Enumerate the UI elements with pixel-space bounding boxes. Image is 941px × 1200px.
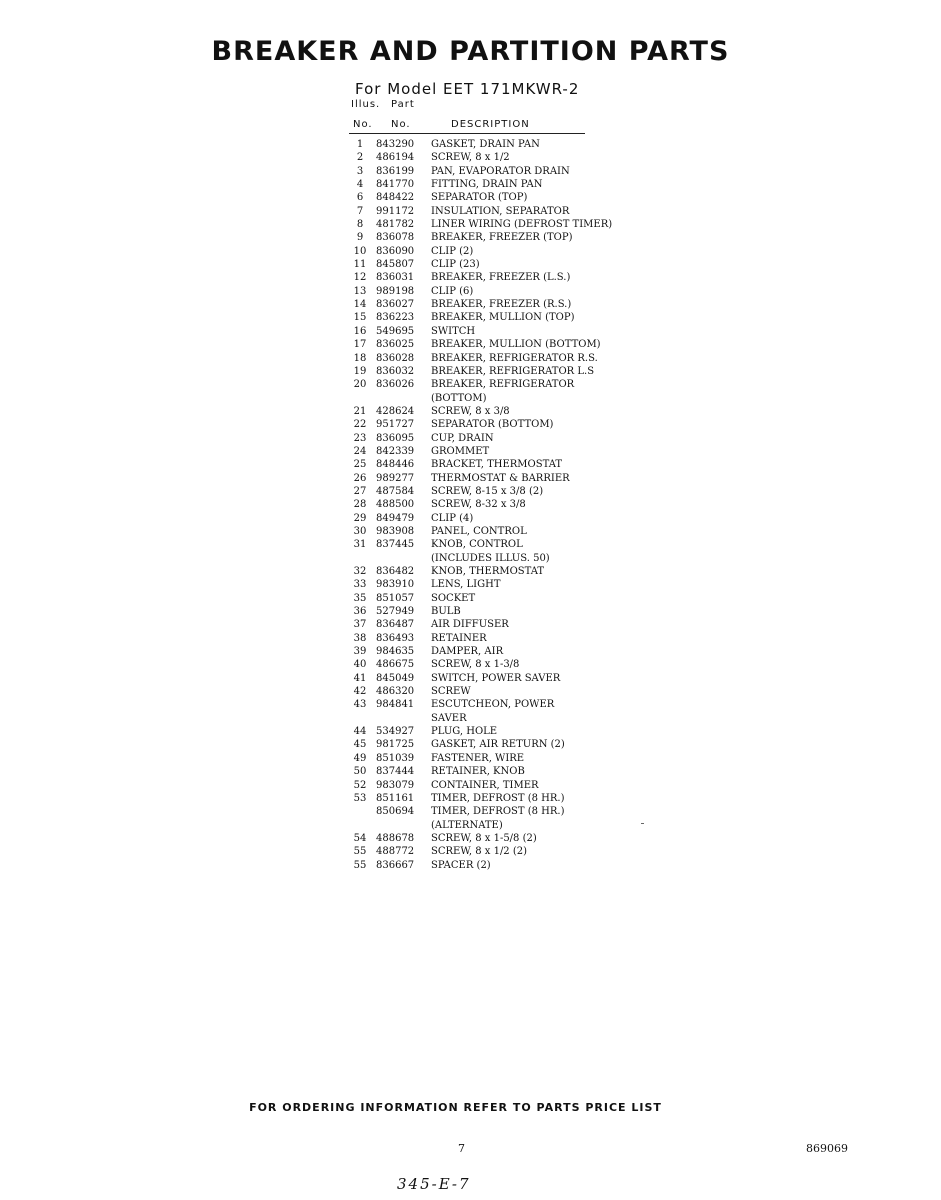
parts-row	[350, 392, 650, 405]
part-description: (BOTTOM)	[431, 392, 487, 404]
illus-number: 16	[353, 325, 367, 337]
part-number: 836667	[376, 859, 415, 871]
part-description: THERMOSTAT & BARRIER	[431, 472, 570, 484]
parts-row	[350, 432, 650, 445]
part-number: 983079	[376, 779, 415, 791]
part-number: 983910	[376, 579, 415, 591]
illus-number: 1	[356, 139, 364, 150]
illus-number: 22	[353, 419, 367, 431]
parts-row	[350, 592, 650, 605]
part-number: 991172	[376, 205, 415, 217]
column-header-illus-no: No.	[353, 119, 373, 130]
illus-number: 12	[353, 272, 367, 284]
parts-list	[350, 138, 650, 872]
part-number: 488772	[376, 846, 415, 858]
parts-row	[350, 565, 650, 578]
part-number: 836031	[376, 272, 415, 284]
illus-number: 17	[353, 339, 367, 351]
part-description: BREAKER, FREEZER (R.S.)	[431, 299, 572, 311]
illus-number: 10	[353, 245, 367, 257]
part-description: BULB	[431, 606, 461, 618]
parts-row	[350, 472, 650, 485]
illus-number: 49	[353, 752, 367, 764]
illus-number: 31	[353, 539, 367, 551]
part-description: (ALTERNATE)	[431, 819, 503, 831]
part-description: PAN, EVAPORATOR DRAIN	[431, 165, 570, 177]
part-number: 836026	[376, 379, 415, 391]
part-description: CLIP (6)	[431, 285, 474, 297]
part-number: 549695	[376, 325, 415, 337]
parts-row	[350, 685, 650, 698]
part-number: 841770	[376, 179, 415, 191]
part-number: 984635	[376, 646, 415, 658]
illus-number: 24	[353, 445, 367, 457]
parts-row	[350, 311, 650, 324]
column-header-part: Part	[391, 99, 415, 110]
part-number: 989198	[376, 285, 415, 297]
part-description: BREAKER, FREEZER (L.S.)	[431, 272, 571, 284]
part-number: 851161	[376, 792, 415, 804]
part-number: 984841	[376, 699, 415, 711]
part-description: LENS, LIGHT	[431, 579, 501, 591]
illus-number: 9	[356, 232, 364, 244]
part-description: SCREW, 8 x 1/2	[431, 152, 510, 164]
part-description: BREAKER, REFRIGERATOR R.S.	[431, 352, 598, 364]
part-number: 989277	[376, 472, 415, 484]
part-number: 951727	[376, 419, 415, 431]
parts-row	[350, 538, 650, 551]
part-number: 836025	[376, 339, 415, 351]
parts-row	[350, 765, 650, 778]
parts-row	[350, 512, 650, 525]
parts-row	[350, 458, 650, 471]
parts-row	[350, 859, 650, 872]
illus-number: 38	[353, 632, 367, 644]
parts-row	[350, 712, 650, 725]
illus-number: 30	[353, 525, 367, 537]
part-number: 842339	[376, 445, 415, 457]
illus-number: 15	[353, 312, 367, 324]
parts-row	[350, 645, 650, 658]
illus-number: 3	[356, 165, 364, 177]
part-description: SCREW, 8-32 x 3/8	[431, 499, 526, 511]
part-number: 836487	[376, 619, 415, 631]
parts-row	[350, 271, 650, 284]
part-description: CLIP (4)	[431, 512, 474, 524]
illus-number: 41	[353, 672, 367, 684]
illus-number: 32	[353, 566, 367, 577]
part-number: 486194	[376, 152, 415, 164]
part-description: CLIP (23)	[431, 259, 480, 271]
part-description: PANEL, CONTROL	[431, 525, 527, 537]
part-description: TIMER, DEFROST (8 HR.)	[431, 806, 565, 818]
parts-row	[350, 525, 650, 538]
illus-number: 4	[356, 179, 364, 191]
part-description: SOCKET	[431, 592, 476, 604]
parts-row	[350, 672, 650, 685]
parts-row	[350, 285, 650, 298]
part-number: 843290	[376, 139, 415, 150]
part-description: SAVER	[431, 712, 467, 724]
parts-row	[350, 832, 650, 845]
part-description: SCREW	[431, 686, 471, 698]
illus-number: 33	[353, 579, 367, 591]
illus-number: 29	[353, 512, 367, 524]
part-number: 851057	[376, 592, 415, 604]
part-description: KNOB, THERMOSTAT	[431, 566, 545, 577]
illus-number: 25	[353, 459, 367, 471]
illus-number: 27	[353, 485, 367, 497]
part-number: 534927	[376, 726, 415, 738]
part-description: BREAKER, REFRIGERATOR	[431, 379, 575, 391]
part-number: 836027	[376, 299, 415, 311]
part-description: SCREW, 8 x 1-5/8 (2)	[431, 832, 537, 844]
illus-number: 43	[353, 699, 367, 711]
part-description: INSULATION, SEPARATOR	[431, 205, 570, 217]
part-description: ESCUTCHEON, POWER	[431, 699, 555, 711]
part-number: 983908	[376, 525, 415, 537]
column-header-part-no: No.	[391, 119, 411, 130]
parts-row	[350, 445, 650, 458]
handwritten-note: 345-E-7	[397, 1175, 471, 1193]
part-number: 836078	[376, 232, 415, 244]
part-number: 836482	[376, 566, 415, 577]
header-rule	[349, 133, 585, 134]
part-number: 848446	[376, 459, 415, 471]
part-number: 481782	[376, 219, 415, 231]
parts-row	[350, 205, 650, 218]
part-description: CUP, DRAIN	[431, 432, 494, 444]
footer-note: FOR ORDERING INFORMATION REFER TO PARTS PRICE LIST	[249, 1101, 662, 1114]
scan-speck	[641, 823, 644, 824]
parts-row	[350, 352, 650, 365]
parts-row	[350, 378, 650, 391]
illus-number: 11	[353, 259, 367, 271]
part-description: SEPARATOR (BOTTOM)	[431, 419, 554, 431]
illus-number: 13	[353, 285, 367, 297]
page-title: BREAKER AND PARTITION PARTS	[211, 36, 730, 67]
part-number: 486675	[376, 659, 415, 671]
column-header-description: DESCRIPTION	[451, 119, 530, 130]
part-description: TIMER, DEFROST (8 HR.)	[431, 792, 565, 804]
part-description: BREAKER, MULLION (TOP)	[431, 312, 575, 324]
document-code: 869069	[806, 1142, 848, 1155]
model-line: For Model EET 171MKWR-2	[355, 80, 580, 98]
part-description: RETAINER, KNOB	[431, 766, 525, 778]
part-description: KNOB, CONTROL	[431, 539, 523, 551]
part-description: GASKET, AIR RETURN (2)	[431, 739, 565, 751]
illus-number: 26	[353, 472, 367, 484]
part-number: 836032	[376, 365, 415, 377]
parts-row	[350, 498, 650, 511]
illus-number: 44	[353, 726, 367, 738]
parts-row	[350, 231, 650, 244]
parts-row	[350, 845, 650, 858]
parts-row	[350, 325, 650, 338]
part-description: CLIP (2)	[431, 245, 474, 257]
part-description: BREAKER, FREEZER (TOP)	[431, 232, 573, 244]
illus-number: 20	[353, 379, 367, 391]
illus-number: 37	[353, 619, 367, 631]
part-number: 837445	[376, 539, 415, 551]
parts-row	[350, 698, 650, 711]
part-description: PLUG, HOLE	[431, 726, 498, 738]
parts-row	[350, 578, 650, 591]
parts-row	[350, 191, 650, 204]
illus-number: 45	[353, 739, 367, 751]
part-description: DAMPER, AIR	[431, 646, 504, 658]
part-number: 488678	[376, 832, 415, 844]
part-description: SWITCH	[431, 325, 476, 337]
column-header-illus: Illus.	[351, 99, 381, 110]
part-description: CONTAINER, TIMER	[431, 779, 539, 791]
part-description: BREAKER, MULLION (BOTTOM)	[431, 339, 601, 351]
parts-row	[350, 752, 650, 765]
part-description: SCREW, 8 x 1/2 (2)	[431, 846, 528, 858]
part-description: FITTING, DRAIN PAN	[431, 179, 543, 191]
illus-number: 42	[353, 686, 367, 698]
parts-row	[350, 632, 650, 645]
illus-number: 23	[353, 432, 367, 444]
parts-row	[350, 365, 650, 378]
parts-row	[350, 405, 650, 418]
part-description: GASKET, DRAIN PAN	[431, 139, 540, 150]
parts-row	[350, 165, 650, 178]
part-number: 488500	[376, 499, 415, 511]
parts-row	[350, 805, 650, 818]
illus-number: 8	[356, 219, 364, 231]
parts-row	[350, 819, 650, 832]
part-number: 848422	[376, 192, 415, 204]
part-number: 836493	[376, 632, 415, 644]
part-number: 981725	[376, 739, 415, 751]
parts-row	[350, 605, 650, 618]
illus-number: 53	[353, 792, 367, 804]
illus-number: 2	[356, 152, 364, 164]
parts-row	[350, 792, 650, 805]
parts-row	[350, 725, 650, 738]
part-description: BRACKET, THERMOSTAT	[431, 459, 563, 471]
part-number: 836223	[376, 312, 415, 324]
illus-number: 50	[353, 766, 367, 778]
illus-number: 35	[353, 592, 367, 604]
parts-row	[350, 138, 650, 151]
illus-number: 55	[353, 859, 367, 871]
parts-row	[350, 298, 650, 311]
parts-row	[350, 738, 650, 751]
illus-number: 18	[353, 352, 367, 364]
parts-row	[350, 552, 650, 565]
part-number: 845049	[376, 672, 415, 684]
illus-number: 40	[353, 659, 367, 671]
illus-number: 36	[353, 606, 367, 618]
part-number: 845807	[376, 259, 415, 271]
parts-row	[350, 485, 650, 498]
part-number: 428624	[376, 405, 415, 417]
illus-number: 39	[353, 646, 367, 658]
illus-number: 19	[353, 365, 367, 377]
part-description: AIR DIFFUSER	[431, 619, 509, 631]
part-description: SCREW, 8 x 3/8	[431, 405, 510, 417]
illus-number: 28	[353, 499, 367, 511]
illus-number: 6	[356, 192, 364, 204]
part-number: 487584	[376, 485, 415, 497]
part-description: SPACER (2)	[431, 859, 491, 871]
part-description: GROMMET	[431, 445, 490, 457]
part-number: 486320	[376, 686, 415, 698]
page-number: 7	[458, 1142, 465, 1155]
part-description: FASTENER, WIRE	[431, 752, 525, 764]
parts-row	[350, 418, 650, 431]
parts-row	[350, 258, 650, 271]
part-description: SWITCH, POWER SAVER	[431, 672, 561, 684]
parts-row	[350, 658, 650, 671]
part-number: 851039	[376, 752, 415, 764]
illus-number: 54	[353, 832, 367, 844]
part-description: SCREW, 8 x 1-3/8	[431, 659, 520, 671]
illus-number: 52	[353, 779, 367, 791]
parts-row	[350, 178, 650, 191]
part-number: 850694	[376, 806, 415, 818]
part-number: 836028	[376, 352, 415, 364]
part-description: RETAINER	[431, 632, 487, 644]
part-description: BREAKER, REFRIGERATOR L.S	[431, 365, 595, 377]
illus-number: 21	[353, 405, 367, 417]
part-number: 836095	[376, 432, 415, 444]
part-description: SCREW, 8-15 x 3/8 (2)	[431, 485, 544, 497]
part-description: (INCLUDES ILLUS. 50)	[431, 552, 550, 564]
illus-number: 7	[356, 205, 364, 217]
illus-number: 55	[353, 846, 367, 858]
parts-row	[350, 338, 650, 351]
parts-row	[350, 245, 650, 258]
part-description: LINER WIRING (DEFROST TIMER)	[431, 219, 613, 231]
illus-number: 14	[353, 299, 367, 311]
parts-row	[350, 618, 650, 631]
part-number: 527949	[376, 606, 415, 618]
parts-row	[350, 218, 650, 231]
part-number: 836199	[376, 165, 415, 177]
part-description: SEPARATOR (TOP)	[431, 192, 528, 204]
parts-row	[350, 779, 650, 792]
part-number: 849479	[376, 512, 415, 524]
parts-row	[350, 151, 650, 164]
part-number: 837444	[376, 766, 415, 778]
part-number: 836090	[376, 245, 415, 257]
